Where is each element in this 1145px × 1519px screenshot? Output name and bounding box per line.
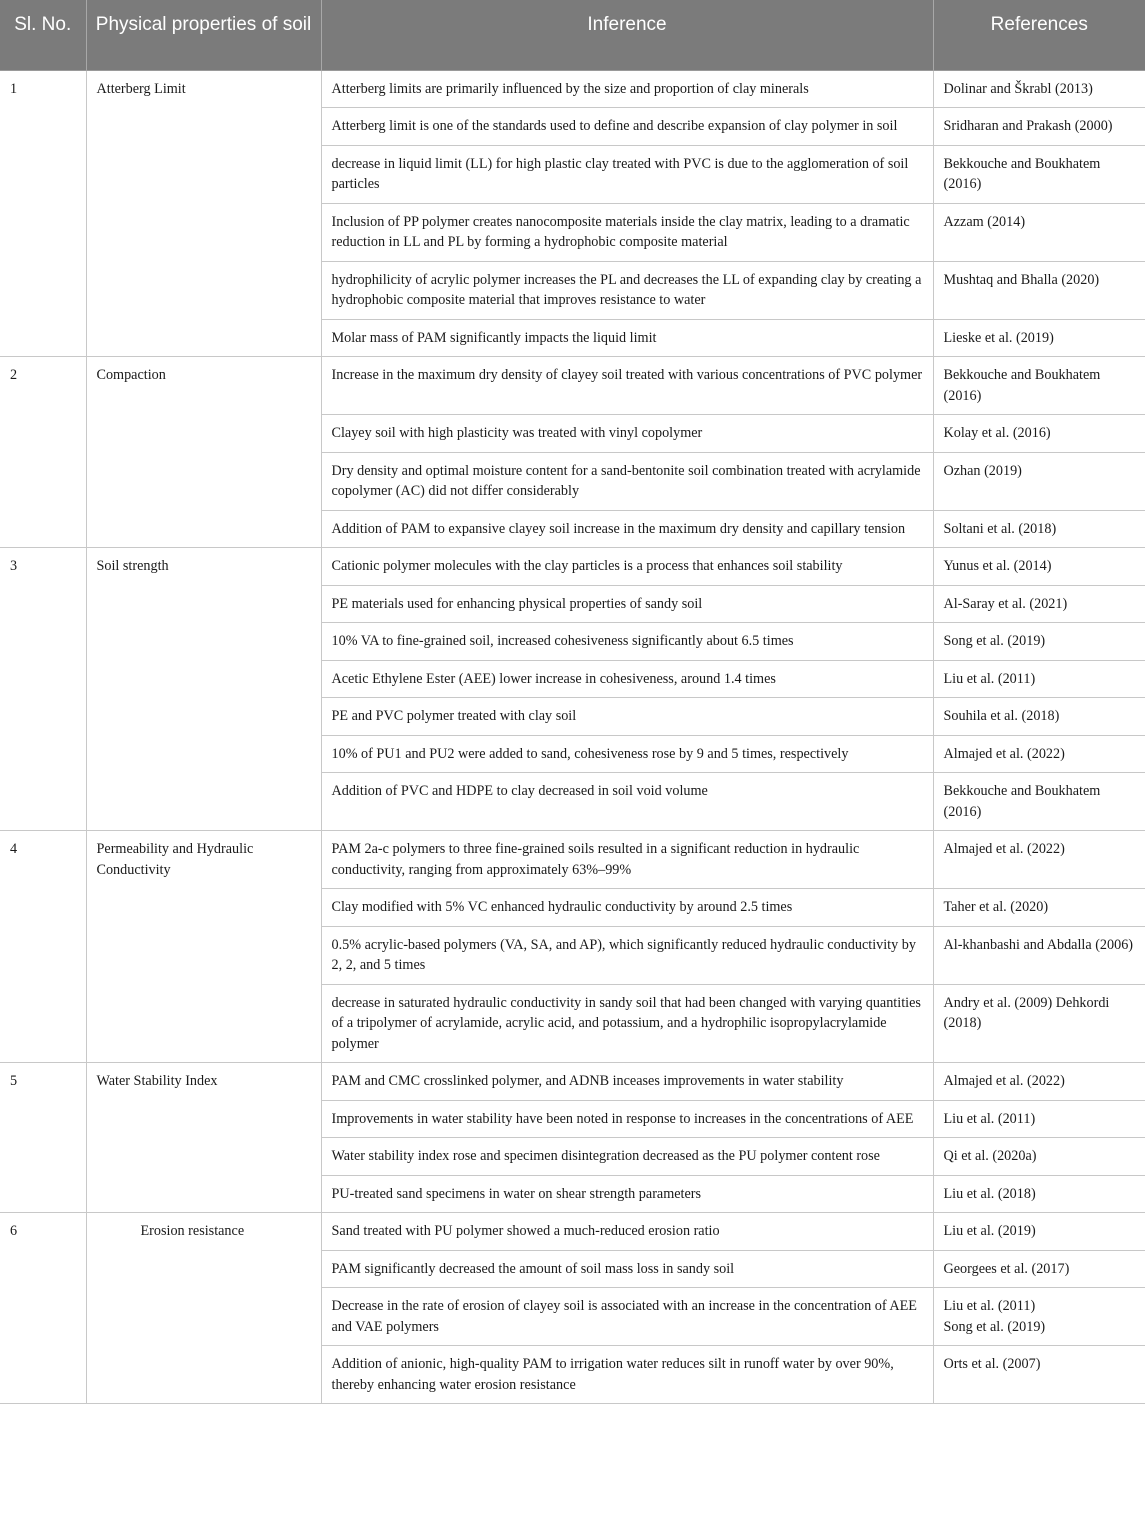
inference-cell: Addition of PVC and HDPE to clay decreased in soil void volume (321, 773, 933, 831)
reference-citation: Orts et al. (2007) (943, 1356, 1041, 1372)
inference-cell: 10% of PU1 and PU2 were added to sand, cohesiveness rose by 9 and 5 times, respectively (321, 735, 933, 773)
references-cell (933, 1288, 1145, 1346)
references-cell (933, 415, 1145, 453)
inference-cell: Addition of PAM to expansive clayey soil increase in the maximum dry density and capillary tension (321, 510, 933, 548)
references-cell (933, 452, 1145, 510)
references-cell (933, 510, 1145, 548)
references-cell (933, 548, 1145, 586)
reference-citation: Liu et al. (2011) (943, 1110, 1036, 1127)
references-cell (933, 1213, 1145, 1251)
serial-number-cell: 4 (0, 831, 86, 1063)
table-body (0, 70, 1145, 1404)
inference-cell: Clayey soil with high plasticity was treated with vinyl copolymer (321, 415, 933, 453)
inference-cell: Sand treated with PU polymer showed a much-reduced erosion ratio (321, 1213, 933, 1251)
serial-number-cell: 1 (0, 70, 86, 357)
references-cell (933, 1100, 1145, 1138)
inference-cell: PAM 2a-c polymers to three fine-grained soils resulted in a significant reduction in hydraulic conductivity, ranging from approximately 63%–99% (321, 831, 933, 889)
inference-cell: Atterberg limits are primarily influenced by the size and proportion of clay minerals (321, 70, 933, 108)
reference-citation: Al-khanbashi and Abdalla (2006) (943, 936, 1134, 953)
references-cell (933, 623, 1145, 661)
reference-citation: Souhila et al. (2018) (943, 708, 1060, 724)
inference-cell: Decrease in the rate of erosion of clayey soil is associated with an increase in the concentration of AEE and VAE polymers (321, 1288, 933, 1346)
references-cell (933, 1138, 1145, 1176)
inference-cell: hydrophilicity of acrylic polymer increases the PL and decreases the LL of expanding clay by creating a hydrophobic composite material that improves resistance to water (321, 261, 933, 319)
references-cell (933, 1250, 1145, 1288)
references-cell (933, 889, 1145, 927)
header-property: Physical properties of soil (86, 0, 321, 70)
reference-citation: Almajed et al. (2022) (943, 1073, 1065, 1089)
references-cell (933, 1175, 1145, 1213)
references-cell (933, 660, 1145, 698)
inference-cell: Atterberg limit is one of the standards used to define and describe expansion of clay polymer in soil (321, 108, 933, 146)
reference-citation: Sridharan and Prakash (2000) (943, 118, 1113, 134)
serial-number-cell: 6 (0, 1213, 86, 1404)
reference-citation: Yunus et al. (2014) (943, 558, 1052, 574)
reference-citation: Andry et al. (2009) Dehkordi (2018) (943, 994, 1110, 1031)
table-row (0, 357, 1145, 415)
references-cell (933, 773, 1145, 831)
inference-cell: PAM significantly decreased the amount of soil mass loss in sandy soil (321, 1250, 933, 1288)
serial-number-cell: 5 (0, 1063, 86, 1213)
property-cell: Erosion resistance (86, 1213, 321, 1404)
references-cell (933, 357, 1145, 415)
header-inference: Inference (321, 0, 933, 70)
inference-cell: Water stability index rose and specimen disintegration decreased as the PU polymer content rose (321, 1138, 933, 1176)
reference-citation: Dolinar and Škrabl (2013) (943, 80, 1093, 97)
reference-citation: Song et al. (2019) (943, 633, 1046, 649)
reference-citation: Bekkouche and Boukhatem (2016) (943, 155, 1101, 192)
inference-cell: Clay modified with 5% VC enhanced hydraulic conductivity by around 2.5 times (321, 889, 933, 927)
inference-cell: Increase in the maximum dry density of clayey soil treated with various concentrations of PVC polymer (321, 357, 933, 415)
reference-citation: Bekkouche and Boukhatem (2016) (943, 367, 1101, 404)
inference-cell: PE materials used for enhancing physical properties of sandy soil (321, 585, 933, 623)
reference-citation: Georgees et al. (2017) (943, 1260, 1070, 1277)
header-sl-no: Sl. No. (0, 0, 86, 70)
reference-citation: Ozhan (2019) (943, 462, 1022, 479)
references-cell (933, 831, 1145, 889)
reference-citation: Bekkouche and Boukhatem (2016) (943, 783, 1101, 820)
reference-citation: Liu et al. (2019) (943, 1223, 1036, 1239)
inference-cell: Acetic Ethylene Ester (AEE) lower increase in cohesiveness, around 1.4 times (321, 660, 933, 698)
serial-number-cell: 3 (0, 548, 86, 831)
reference-citation: Mushtaq and Bhalla (2020) (943, 271, 1100, 288)
references-cell (933, 1063, 1145, 1101)
property-cell: Water Stability Index (86, 1063, 321, 1213)
reference-citation: Qi et al. (2020a) (943, 1148, 1037, 1164)
references-cell (933, 203, 1145, 261)
header-references: References (933, 0, 1145, 70)
inference-cell: PAM and CMC crosslinked polymer, and ADNB inceases improvements in water stability (321, 1063, 933, 1101)
table-row (0, 548, 1145, 586)
reference-citation: Liu et al. (2011) (943, 1298, 1036, 1314)
inference-cell: Cationic polymer molecules with the clay particles is a process that enhances soil stability (321, 548, 933, 586)
table-row (0, 1063, 1145, 1101)
inference-cell: 10% VA to fine-grained soil, increased cohesiveness significantly about 6.5 times (321, 623, 933, 661)
serial-number-cell: 2 (0, 357, 86, 548)
references-cell (933, 1346, 1145, 1404)
property-cell: Soil strength (86, 548, 321, 831)
reference-citation: Liu et al. (2011) (943, 670, 1036, 687)
references-cell (933, 585, 1145, 623)
inference-cell: PU-treated sand specimens in water on shear strength parameters (321, 1175, 933, 1213)
reference-citation: Al-Saray et al. (2021) (943, 595, 1068, 612)
inference-cell: Dry density and optimal moisture content for a sand-bentonite soil combination treated with acrylamide copolymer (AC) did not differ considerably (321, 452, 933, 510)
property-cell: Compaction (86, 357, 321, 548)
inference-cell: 0.5% acrylic-based polymers (VA, SA, and AP), which significantly reduced hydraulic conductivity by 2, 2, and 5 times (321, 926, 933, 984)
references-cell (933, 261, 1145, 319)
inference-cell: Addition of anionic, high-quality PAM to irrigation water reduces silt in runoff water by over 90%, thereby enhancing water erosion resistance (321, 1346, 933, 1404)
inference-cell: Improvements in water stability have been noted in response to increases in the concentrations of AEE (321, 1100, 933, 1138)
reference-citation: Almajed et al. (2022) (943, 841, 1065, 857)
property-cell: Atterberg Limit (86, 70, 321, 357)
references-cell (933, 70, 1145, 108)
references-cell (933, 926, 1145, 984)
reference-citation: Almajed et al. (2022) (943, 745, 1065, 762)
references-cell (933, 735, 1145, 773)
references-cell (933, 319, 1145, 357)
reference-citation: Kolay et al. (2016) (943, 425, 1051, 441)
references-cell (933, 984, 1145, 1063)
reference-citation: Liu et al. (2018) (943, 1185, 1036, 1202)
reference-citation: Soltani et al. (2018) (943, 520, 1057, 537)
references-cell (933, 145, 1145, 203)
inference-cell: decrease in liquid limit (LL) for high plastic clay treated with PVC is due to the agglomeration of soil particles (321, 145, 933, 203)
inference-cell: Inclusion of PP polymer creates nanocomposite materials inside the clay matrix, leading to a dramatic reduction in LL and PL by forming a hydrophobic composite material (321, 203, 933, 261)
table-row (0, 831, 1145, 889)
references-cell (933, 108, 1145, 146)
reference-citation: Azzam (2014) (943, 213, 1026, 230)
reference-citation: Taher et al. (2020) (943, 899, 1049, 915)
inference-cell: PE and PVC polymer treated with clay soil (321, 698, 933, 736)
property-cell: Permeability and Hydraulic Conductivity (86, 831, 321, 1063)
reference-citation: Song et al. (2019) (943, 1318, 1046, 1335)
references-cell (933, 698, 1145, 736)
table-row (0, 70, 1145, 108)
table-header (0, 0, 1145, 70)
reference-citation: Lieske et al. (2019) (943, 329, 1054, 346)
inference-cell: Molar mass of PAM significantly impacts the liquid limit (321, 319, 933, 357)
inference-cell: decrease in saturated hydraulic conductivity in sandy soil that had been changed with varying quantities of a tripolymer of acrylamide, acrylic acid, and potassium, and a hydrophilic isopropylacrylamide polymer (321, 984, 933, 1063)
table-row (0, 1213, 1145, 1251)
